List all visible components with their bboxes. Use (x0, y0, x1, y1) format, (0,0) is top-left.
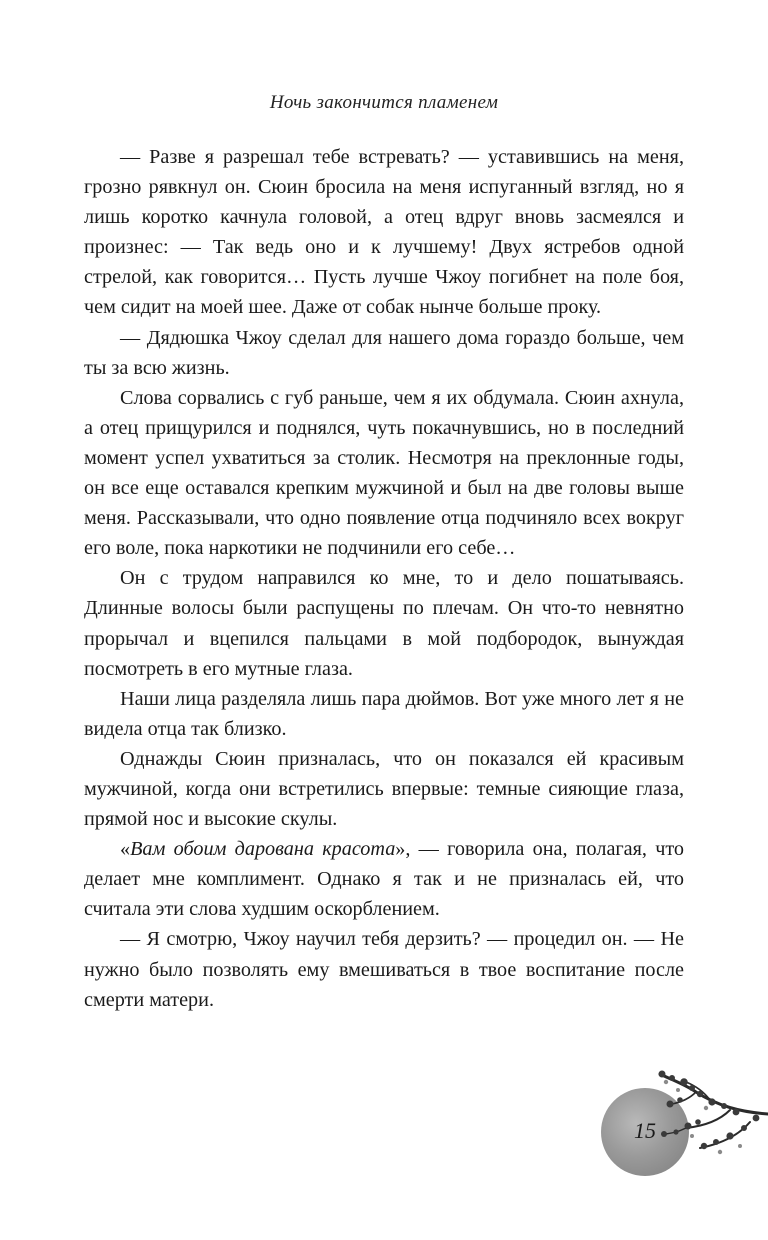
paragraph: Слова сорвались с губ раньше, чем я их обдумала. Сюин ахнула, а отец прищурился и поднялся, чуть покачнувшись, но в последний момент успел ухватиться за столик. Несмотря на преклонные годы, он все еще оставался крепким мужчиной и был на две головы выше меня. Рассказывали, что одно появление отца подчиняло всех вокруг его воле, пока наркотики не подчинили его себе… (84, 386, 684, 560)
open-quote: « (120, 838, 131, 861)
quoted-phrase: Вам обоим дарована красота (130, 838, 396, 861)
quote-paragraph (84, 834, 684, 924)
paragraph: — Я смотрю, Чжоу научил тебя дерзить? — процедил он. — Не нужно было позволять ему вмешиваться в твое воспитание после смерти матери. (84, 928, 684, 1011)
paragraph: Однажды Сюин призналась, что он показался ей красивым мужчиной, когда они встретились впервые: темные сияющие глаза, прямой нос и высокие скулы. (84, 747, 684, 831)
running-title: Ночь закончится пламенем (269, 92, 499, 113)
paragraph: — Разве я разрешал тебе встревать? — уставившись на меня, грозно рявкнул он. Сюин бросила на меня испуганный взгляд, но я лишь коротко качнула головой, а отец вдруг вновь засмеялся и произнес: — Так ведь оно и к лучшему! Двух ястребов одной стрелой, как говорится… Пусть лучше Чжоу погибнет на поле боя, чем сидит на моей шее. Даже от собак нынче больше проку. (84, 146, 684, 319)
paragraph: Наши лица разделяла лишь пара дюймов. Вот уже много лет я не видела отца так близко. (84, 687, 684, 740)
paragraph: Он с трудом направился ко мне, то и дело пошатываясь. Длинные волосы были распущены по плечам. Он что-то невнятно прорычал и вцепился пальцами в мой подбородок, вынуждая посмотреть в его мутные глаза. (84, 567, 684, 680)
body-text (84, 142, 684, 1015)
quote-rest: », — говорила она, полагая, что делает мне комплимент. Однако я так и не призналась ей, что считала эти слова худшим оскорблением. (84, 838, 685, 921)
paragraph: — Дядюшка Чжоу сделал для нашего дома гораздо больше, чем ты за всю жизнь. (84, 326, 684, 379)
page-number: 15 (634, 1118, 656, 1143)
